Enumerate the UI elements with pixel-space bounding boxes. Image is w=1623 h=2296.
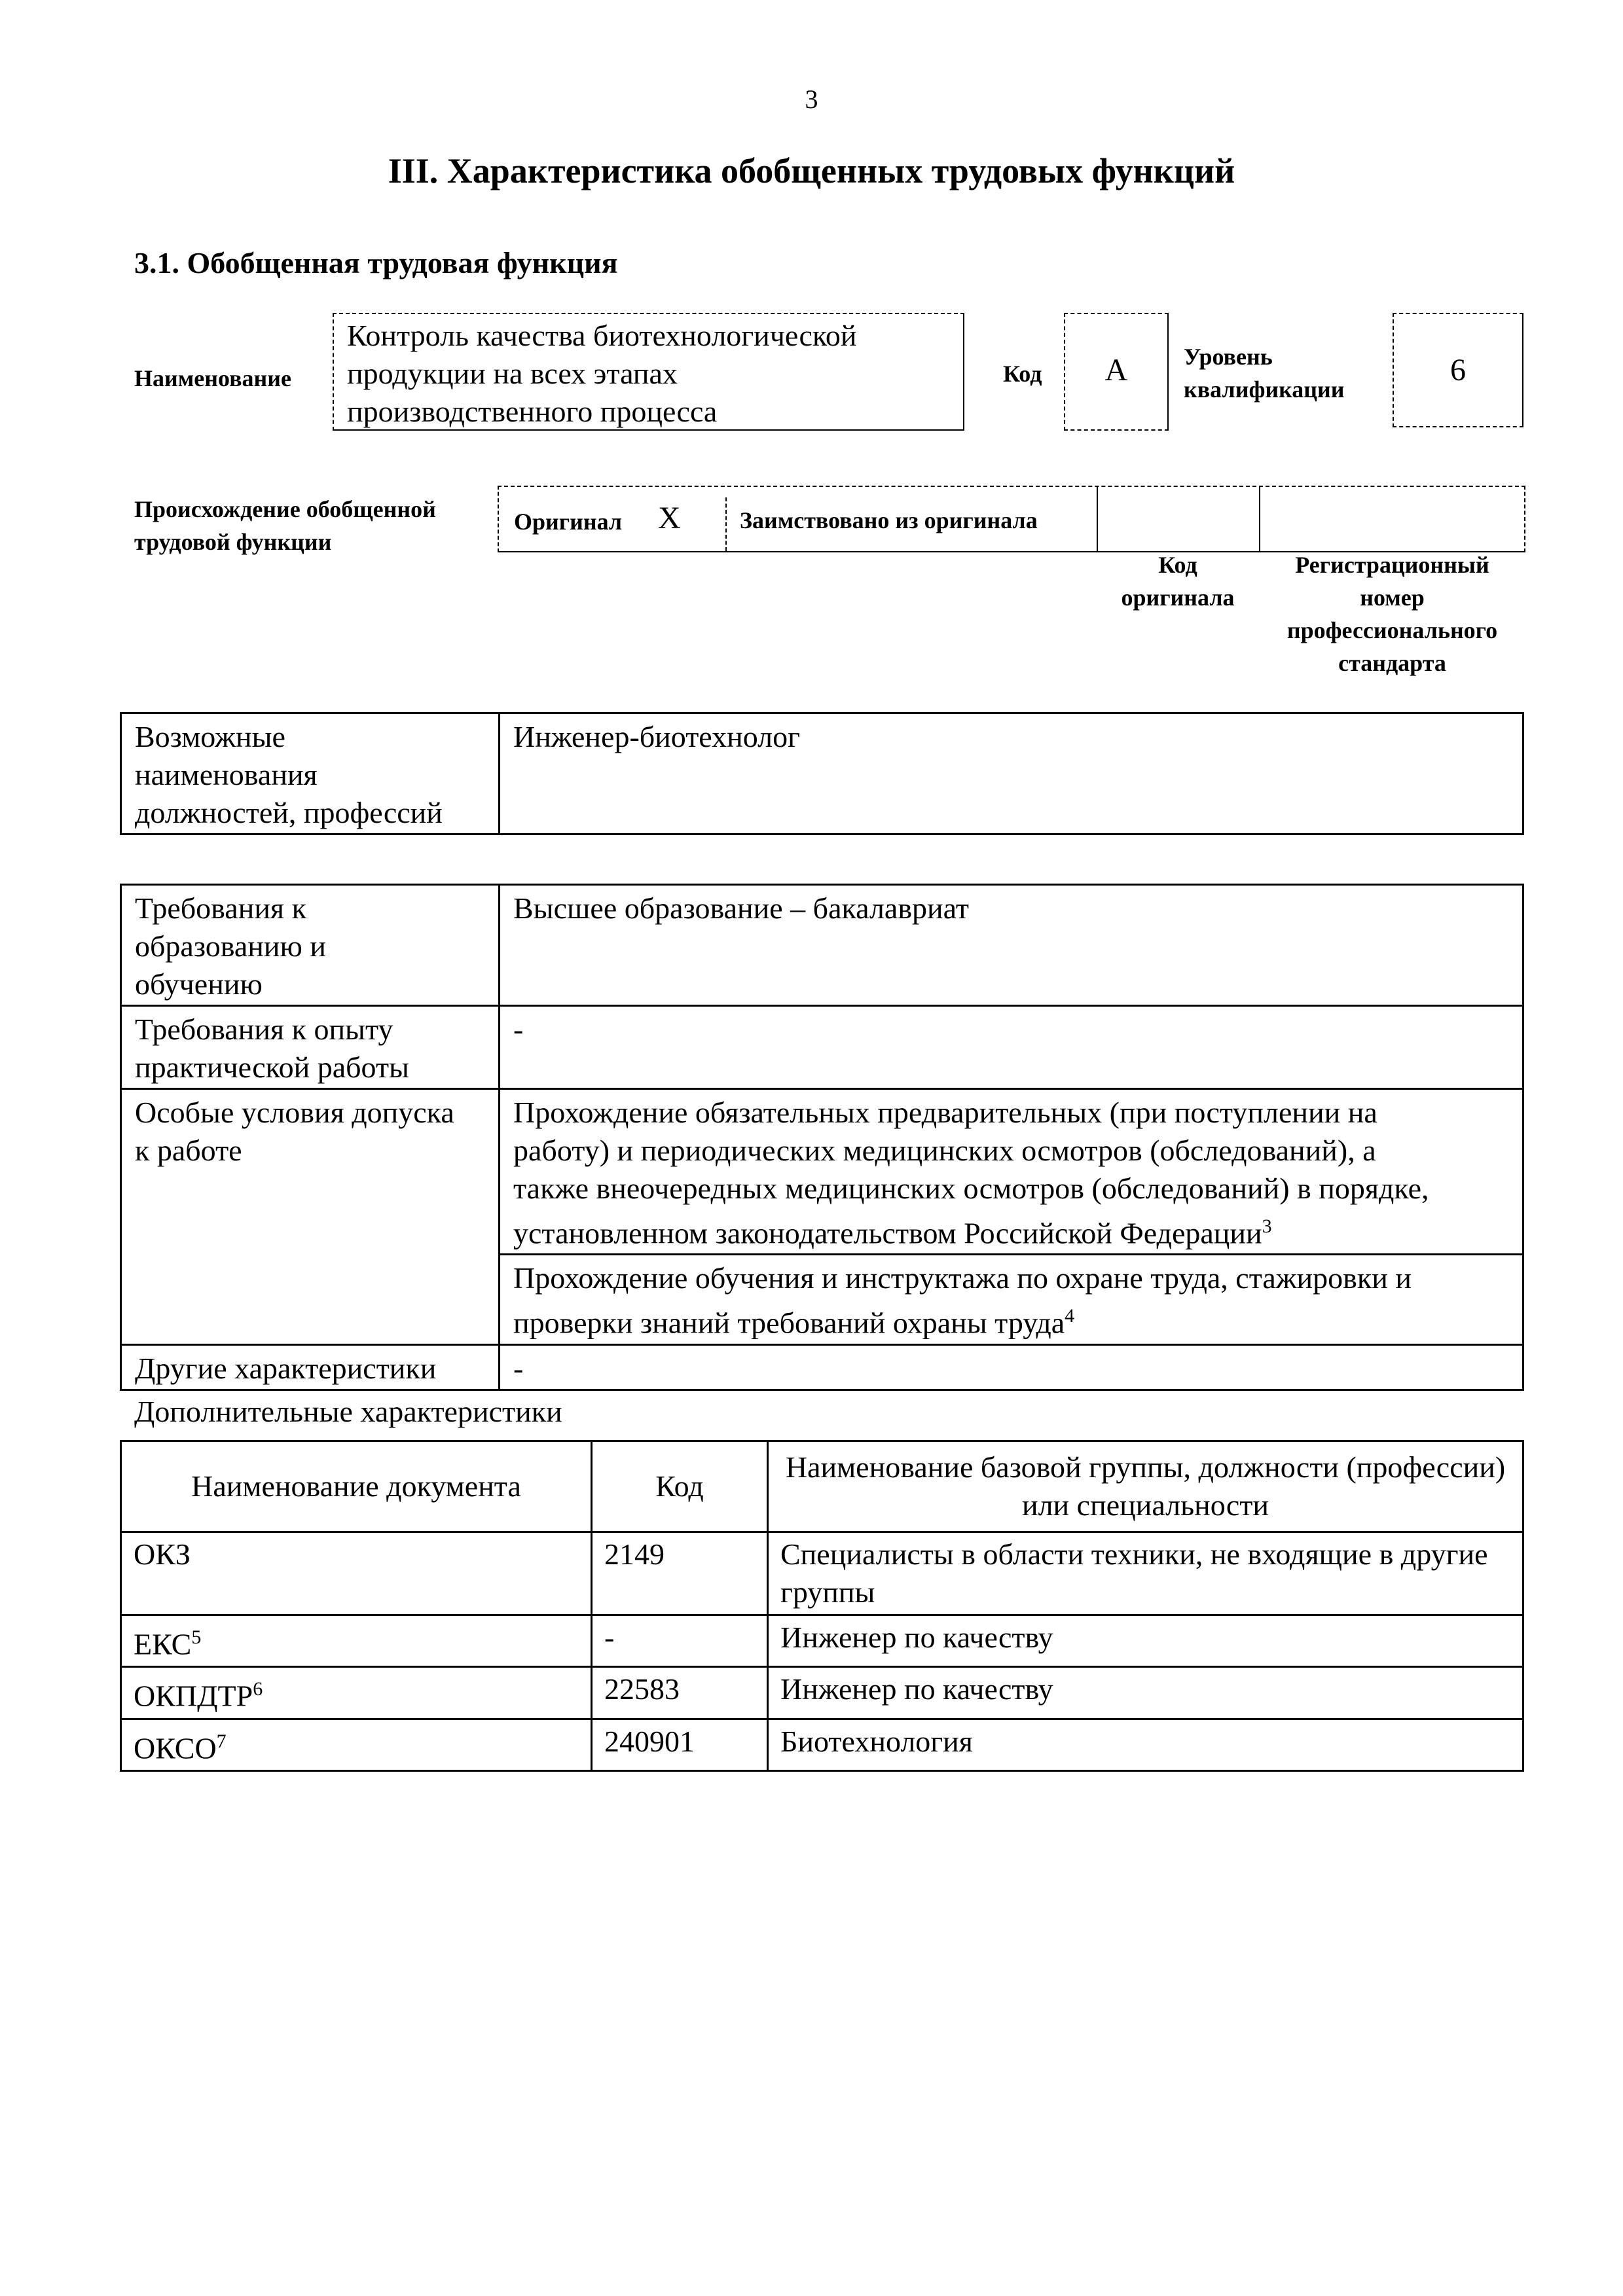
footnote-ref: 4 [1065, 1305, 1075, 1327]
footnote-ref: 7 [216, 1730, 227, 1752]
table-row [121, 1089, 1523, 1255]
code-caption-line: оригинала [1121, 584, 1235, 611]
education-label [121, 885, 500, 1006]
positions-label [121, 713, 500, 834]
row-code: 2149 [592, 1532, 768, 1615]
level-label [1184, 340, 1345, 406]
special-value-line: Прохождение обучения и инструктажа по охране труда, стажировки и [513, 1261, 1412, 1295]
positions-label-line: Возможные [135, 720, 285, 753]
table-row [121, 1344, 1523, 1390]
origin-label-line: трудовой функции [134, 529, 332, 555]
row-name: Инженер по качеству [768, 1667, 1523, 1719]
code-caption-line: Код [1158, 552, 1197, 578]
table-row [121, 885, 1523, 1006]
origin-label-line: Происхождение обобщенной [134, 496, 436, 522]
header-code: Код [592, 1441, 768, 1532]
special-conditions-label [121, 1089, 500, 1345]
row-doc [121, 1615, 592, 1667]
reg-caption-line: номер [1360, 584, 1425, 611]
original-label: Оригинал [514, 509, 623, 535]
table-row [121, 1615, 1523, 1667]
table-row [121, 713, 1523, 834]
positions-table [120, 712, 1524, 835]
reg-caption-line: Регистрационный [1295, 552, 1489, 578]
level-label-line: Уровень [1184, 344, 1273, 370]
footnote-ref: 3 [1262, 1215, 1272, 1237]
doc-name: ЕКС [134, 1627, 192, 1661]
other-label: Другие характеристики [121, 1344, 500, 1390]
row-code: 22583 [592, 1667, 768, 1719]
special-label-line: к работе [135, 1134, 242, 1167]
row-code: - [592, 1615, 768, 1667]
special-value-line: также внеочередных медицинских осмотров (обследований) в порядке, [513, 1172, 1429, 1205]
function-name-line: Контроль качества биотехнологической [347, 319, 857, 352]
row-doc [121, 1667, 592, 1719]
additional-title: Дополнительные характеристики [134, 1395, 562, 1428]
reg-caption-line: стандарта [1338, 650, 1446, 676]
experience-label-line: Требования к опыту [135, 1013, 393, 1046]
original-mark: Х [658, 501, 681, 535]
row-name: Биотехнология [768, 1719, 1523, 1770]
row-code: 240901 [592, 1719, 768, 1770]
footnote-ref: 5 [191, 1626, 202, 1648]
positions-value: Инженер-биотехнолог [500, 713, 1523, 834]
special-value-line: Прохождение обязательных предварительных (при поступлении на [513, 1096, 1377, 1129]
borrowed-label: Заимствовано из оригинала [740, 507, 1038, 533]
positions-label-line: наименования [135, 758, 318, 791]
special-label-line: Особые условия допуска [135, 1096, 454, 1129]
level-label-line: квалификации [1184, 376, 1345, 403]
header-document: Наименование документа [121, 1441, 592, 1532]
code-value: А [1104, 353, 1128, 387]
doc-name: ОКЗ [134, 1537, 191, 1571]
row-name: Инженер по качеству [768, 1615, 1523, 1667]
page-number: 3 [805, 84, 818, 114]
special-conditions-value-1 [500, 1089, 1523, 1255]
name-label: Наименование [134, 365, 291, 391]
special-value-line: проверки знаний требований охраны труда [513, 1306, 1065, 1340]
table-row [121, 1006, 1523, 1089]
origin-label [134, 493, 436, 558]
additional-table [120, 1440, 1524, 1772]
table-row [121, 1441, 1523, 1532]
row-doc [121, 1532, 592, 1615]
education-label-line: образованию и [135, 929, 326, 963]
subsection-title: 3.1. Обобщенная трудовая функция [134, 246, 618, 279]
experience-value: - [500, 1006, 1523, 1089]
other-value: - [500, 1344, 1523, 1390]
table-row [121, 1667, 1523, 1719]
section-title: III. Характеристика обобщенных трудовых функций [388, 151, 1235, 190]
function-name-line: производственного процесса [347, 395, 718, 428]
row-doc [121, 1719, 592, 1770]
experience-label-line: практической работы [135, 1050, 409, 1084]
education-label-line: Требования к [135, 891, 306, 925]
special-value-line: установленном законодательством Российской Федерации [513, 1216, 1262, 1250]
origin-divider [725, 497, 727, 551]
origin-divider [1259, 486, 1260, 552]
row-name: Специалисты в области техники, не входящие в другие группы [768, 1532, 1523, 1615]
code-caption [1097, 548, 1259, 614]
doc-name: ОКПДТР [134, 1679, 253, 1713]
header-name: Наименование базовой группы, должности (профессии) или специальности [768, 1441, 1523, 1532]
origin-divider [1097, 486, 1098, 552]
requirements-table [120, 884, 1524, 1391]
education-label-line: обучению [135, 967, 263, 1001]
level-value: 6 [1450, 353, 1466, 387]
positions-label-line: должностей, профессий [135, 796, 443, 829]
reg-caption [1259, 548, 1525, 679]
experience-label [121, 1006, 500, 1089]
doc-name: ОКСО [134, 1731, 217, 1765]
special-conditions-value-2 [500, 1255, 1523, 1344]
function-name-text [347, 317, 857, 431]
code-label: Код [1003, 361, 1042, 387]
function-name-line: продукции на всех этапах [347, 357, 678, 390]
footnote-ref: 6 [253, 1678, 263, 1700]
table-row [121, 1719, 1523, 1770]
reg-caption-line: профессионального [1286, 617, 1498, 643]
table-row [121, 1532, 1523, 1615]
education-value: Высшее образование – бакалавриат [500, 885, 1523, 1006]
special-value-line: работу) и периодических медицинских осмотров (обследований), а [513, 1134, 1376, 1167]
